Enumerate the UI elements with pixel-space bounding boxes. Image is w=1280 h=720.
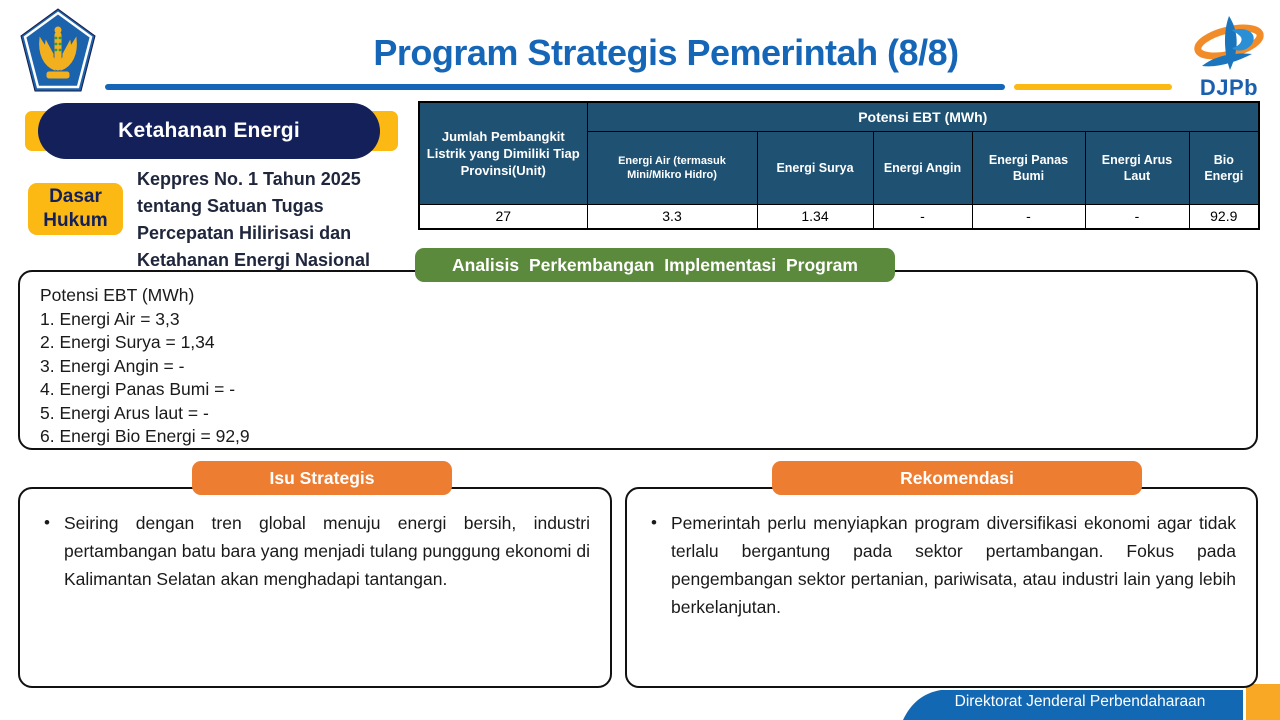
djpb-logo-label: DJPb	[1199, 75, 1259, 100]
analysis-line: Potensi EBT (MWh)	[40, 285, 195, 305]
rekomendasi-banner	[772, 461, 1142, 495]
table-header-energi-panas-bumi: Energi Panas Bumi	[972, 131, 1085, 204]
dasar-hukum-line: Percepatan Hilirisasi dan	[137, 223, 352, 243]
analysis-line: 6. Energi Bio Energi = 92,9	[40, 426, 250, 446]
cell-energi-angin: -	[873, 204, 972, 229]
table-header-jumlah-pembangkit: Jumlah Pembangkit Listrik yang Dimiliki Tiap Provinsi(Unit)	[419, 102, 587, 204]
footer-gold-square	[1246, 684, 1280, 720]
dasar-hukum-line: Keppres No. 1 Tahun 2025	[137, 169, 361, 189]
isu-strategis-banner-label: Isu Strategis	[269, 467, 375, 488]
analysis-line: 1. Energi Air = 3,3	[40, 308, 180, 329]
isu-strategis-bullet: • Seiring dengan tren global menuju energi bersih, industri pertambangan batu bara yang menjadi tulang punggung ekonomi di Kalimantan Selatan akan menghadapi tantangan.	[40, 509, 590, 593]
table-header-energi-arus-laut: Energi Arus Laut	[1085, 131, 1189, 204]
cell-energi-arus-laut: -	[1085, 204, 1189, 229]
topic-pill	[38, 103, 380, 159]
page-title: Program Strategis Pemerintah (8/8)	[373, 32, 959, 73]
cell-bio-energi: 92.9	[1189, 204, 1259, 229]
djpb-logo	[1186, 14, 1272, 101]
dasar-hukum-badge: Dasar Hukum	[28, 183, 123, 235]
cell-jumlah-pembangkit: 27	[419, 204, 587, 229]
analysis-line: 2. Energi Surya = 1,34	[40, 332, 215, 352]
table-header-energi-surya: Energi Surya	[757, 131, 873, 204]
table-header-energi-air: Energi Air (termasuk Mini/Mikro Hidro)	[587, 131, 757, 204]
title-underline-blue	[105, 84, 1005, 90]
kemenkeu-logo-icon	[20, 8, 96, 92]
table-header-bio-energi: Bio Energi	[1189, 131, 1259, 204]
footer-organization: Direktorat Jenderal Perbendaharaan	[954, 693, 1206, 710]
cell-energi-surya: 1.34	[757, 204, 873, 229]
topic-pill-label: Ketahanan Energi	[118, 119, 300, 142]
isu-strategis-banner	[192, 461, 452, 495]
dasar-hukum-text	[137, 166, 417, 274]
analysis-banner-label: Analisis Perkembangan Implementasi Program	[452, 254, 858, 275]
analysis-box	[18, 270, 1258, 450]
table-header-potensi-ebt: Potensi EBT (MWh)	[587, 102, 1259, 131]
isu-strategis-box	[18, 487, 612, 688]
rekomendasi-bullet: • Pemerintah perlu menyiapkan program diversifikasi ekonomi agar tidak terlalu bergantung pada sektor pertambangan. Fokus pada pengembangan sektor pertanian, pariwisata, atau industri lain yang lebih berkelanjutan.	[647, 509, 1236, 621]
rekomendasi-box	[625, 487, 1258, 688]
rekomendasi-banner-label: Rekomendasi	[900, 467, 1014, 488]
analysis-banner	[415, 248, 895, 282]
analysis-line: 5. Energi Arus laut = -	[40, 402, 209, 423]
cell-energi-panas-bumi: -	[972, 204, 1085, 229]
djpb-swirl-icon	[1186, 14, 1272, 74]
title-underline-gold	[1014, 84, 1172, 90]
dasar-hukum-line: Ketahanan Energi Nasional	[137, 250, 371, 270]
analysis-line: 4. Energi Panas Bumi = -	[40, 379, 236, 399]
cell-energi-air: 3.3	[587, 204, 757, 229]
dasar-hukum-line: tentang Satuan Tugas	[137, 196, 324, 216]
table-row	[419, 204, 1259, 229]
table-header-energi-angin: Energi Angin	[873, 131, 972, 204]
analysis-line: 3. Energi Angin = -	[40, 355, 185, 376]
ebt-potential-table	[418, 101, 1260, 230]
